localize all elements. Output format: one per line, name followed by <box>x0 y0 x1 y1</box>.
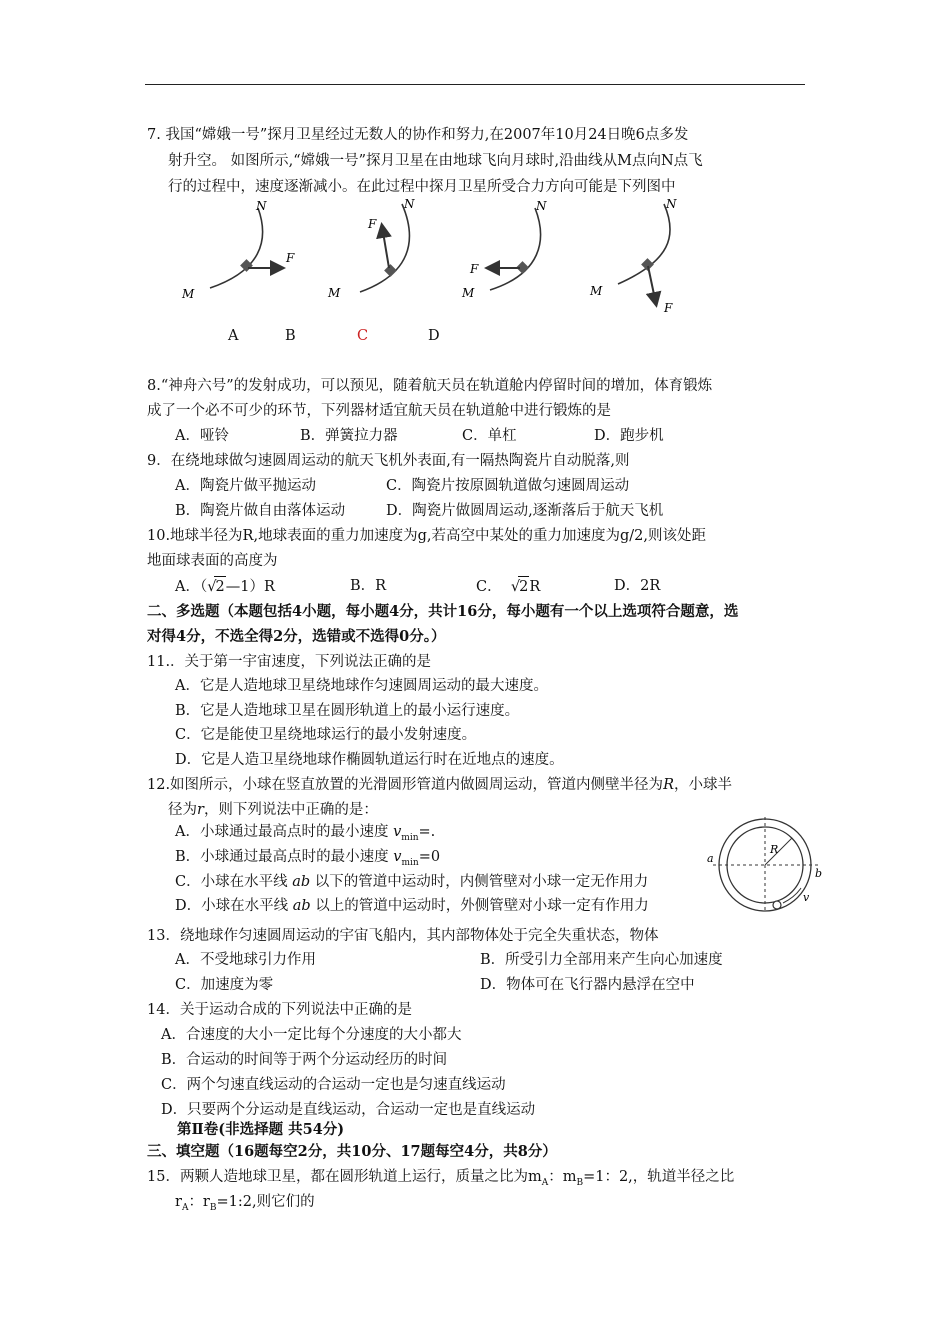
q8-line-1: 8.“神舟六号”的发射成功，可以预见，随着航天员在轨道舱内停留时间的增加，体育锻炼 <box>147 378 713 394</box>
q10-a-prefix: A．（ <box>175 579 208 595</box>
section-3-heading: 三、填空题（16题每空2分，共10分、17题每空4分，共8分） <box>147 1143 557 1160</box>
q12-symbol-r-small: r <box>197 802 204 818</box>
sqrt-icon: √ <box>207 579 217 595</box>
q10-option-b[interactable]: B．R <box>350 578 387 594</box>
q12-b-sub: min <box>401 857 419 868</box>
q13-option-a[interactable]: A．不受地球引力作用 <box>175 952 316 968</box>
q11-option-d[interactable]: D．它是人造卫星绕地球作椭圆轨道运行时在近地点的速度。 <box>175 752 564 768</box>
q12-a-tail: =. <box>418 824 436 840</box>
q14-option-d[interactable]: D．只要两个分运动是直线运动，合运动一定也是直线运动 <box>161 1102 536 1118</box>
q7-option-c[interactable]: C <box>357 328 369 344</box>
q8-option-b[interactable]: B．弹簧拉力器 <box>300 428 398 444</box>
q15-line-1 <box>147 1167 734 1193</box>
fig-a-label-n: N <box>256 199 267 213</box>
q14-line-1: 14．关于运动合成的下列说法中正确的是 <box>147 1002 412 1018</box>
fig-a-label-m: M <box>182 287 195 301</box>
fig-b-label-m: M <box>328 286 341 300</box>
fig-b-label-f: F <box>368 217 377 231</box>
q9-option-b[interactable]: B．陶瓷片做自由落体运动 <box>175 503 346 519</box>
fig-c-label-m: M <box>462 286 475 300</box>
q10-option-c[interactable] <box>476 576 540 597</box>
fig-b-label-n: N <box>404 197 415 211</box>
fig-d-label-m: M <box>590 284 603 298</box>
q15-l1-sub-b: B <box>576 1177 584 1188</box>
q13-line-1: 13．绕地球作匀速圆周运动的宇宙飞船内，其内部物体处于完全失重状态，物体 <box>147 928 659 944</box>
q10-option-d[interactable]: D．2R <box>614 578 661 594</box>
q12-circular-tube-figure <box>705 815 830 915</box>
q12-line-2-text: 径为 <box>168 802 197 818</box>
figure-d <box>589 197 677 315</box>
q12-a-sub: min <box>401 832 419 843</box>
fig-d-label-n: N <box>666 197 677 211</box>
q12-fig-label-r: R <box>770 843 779 856</box>
q12-fig-label-b: b <box>815 867 823 880</box>
fig-a-label-f: F <box>286 251 295 265</box>
q14-option-b[interactable]: B．合运动的时间等于两个分运动经历的时间 <box>161 1052 448 1068</box>
part-2-heading: 第Ⅱ卷(非选择题 共54分) <box>177 1121 345 1138</box>
q13-option-b[interactable]: B．所受引力全部用来产生向心加速度 <box>480 952 723 968</box>
q9-option-a[interactable]: A．陶瓷片做平抛运动 <box>175 478 316 494</box>
q12-line-1 <box>147 775 732 795</box>
q15-l1-sub-a: A <box>541 1177 549 1188</box>
figure-c <box>461 199 547 300</box>
q12-option-c[interactable] <box>175 872 648 892</box>
q7-line-3: 行的过程中，速度逐渐减小。在此过程中探月卫星所受合力方向可能是下列图中 <box>168 179 676 195</box>
q12-b-tail: =0 <box>418 849 441 865</box>
q8-line-2: 成了一个必不可少的环节，下列器材适宜航天员在轨道舱中进行锻炼的是 <box>147 403 611 419</box>
q13-option-d[interactable]: D．物体可在飞行器内悬浮在空中 <box>480 977 695 993</box>
q12-line-1-tail: ，小球半 <box>673 777 732 793</box>
q12-option-d[interactable] <box>175 896 649 916</box>
q7-option-d[interactable]: D <box>428 328 440 344</box>
q12-b-text: B．小球通过最高点时的最小速度 <box>175 849 394 865</box>
q10-c-prefix: C． <box>476 579 502 595</box>
q7-figures <box>170 196 730 321</box>
section-2-heading-line-1: 二、多选题（本题包括4小题，每小题4分，共计16分，每小题有一个以上选项符合题意，选 <box>147 603 739 620</box>
q11-option-a[interactable]: A．它是人造地球卫星绕地球作匀速圆周运动的最大速度。 <box>175 678 548 694</box>
q13-option-c[interactable]: C．加速度为零 <box>175 977 274 993</box>
q12-a-v: v <box>393 824 402 840</box>
q12-a-text: A．小球通过最高点时的最小速度 <box>175 824 394 840</box>
q15-line-2 <box>175 1192 315 1218</box>
q8-option-a[interactable]: A．哑铃 <box>175 428 229 444</box>
q15-l2-pre: r <box>175 1194 182 1210</box>
header-rule <box>145 84 805 85</box>
q10-line-1: 10.地球半径为R,地球表面的重力加速度为g,若高空中某处的重力加速度为g/2,则该处距 <box>147 528 706 544</box>
q12-c-ab: ab <box>292 874 311 890</box>
q12-line-1-text: 12.如图所示，小球在竖直放置的光滑圆形管道内做圆周运动，管道内侧壁半径为 <box>147 777 664 793</box>
q9-option-c[interactable]: C．陶瓷片按原圆轨道做匀速圆周运动 <box>386 478 630 494</box>
q14-option-a[interactable]: A．合速度的大小一定比每个分速度的大小都大 <box>161 1027 462 1043</box>
q7-option-a[interactable]: A <box>228 328 239 344</box>
q14-option-c[interactable]: C．两个匀速直线运动的合运动一定也是匀速直线运动 <box>161 1077 506 1093</box>
q15-l2-sub-a: A <box>181 1202 189 1213</box>
q12-b-v: v <box>393 849 402 865</box>
q12-line-2-tail: ，则下列说法中正确的是： <box>203 802 378 818</box>
q12-symbol-r-big: R <box>663 777 674 793</box>
q12-option-a[interactable] <box>175 822 435 848</box>
q12-d-suffix: 以上的管道中运动时，外侧管壁对小球一定有作用力 <box>310 898 649 914</box>
q7-line-1: 7. 我国“嫦娥一号”探月卫星经过无数人的协作和努力,在2007年10月24日晚6点多发 <box>147 127 689 143</box>
section-2-heading-line-2: 对得4分，不选全得2分，选错或不选得0分。） <box>147 628 446 645</box>
q10-c-suffix: R <box>529 579 541 595</box>
q12-fig-label-a: a <box>707 852 714 865</box>
q15-l1-mid: ：m <box>548 1169 577 1185</box>
q9-line-1: 9．在绕地球做匀速圆周运动的航天飞机外表面,有一隔热陶瓷片自动脱落,则 <box>147 453 630 469</box>
figure-b <box>327 197 415 300</box>
q15-l1-post: =1：2,，轨道半径之比 <box>583 1169 735 1185</box>
q12-d-prefix: D．小球在水平线 <box>175 898 293 914</box>
q12-option-b[interactable] <box>175 847 440 873</box>
q12-d-ab: ab <box>292 898 311 914</box>
q11-option-c[interactable]: C．它是能使卫星绕地球运行的最小发射速度。 <box>175 727 477 743</box>
q10-c-radicand: 2 <box>518 576 529 597</box>
figure-a <box>181 199 295 301</box>
q10-a-radicand: 2 <box>214 576 225 597</box>
fig-d-label-f: F <box>664 301 673 315</box>
q12-c-suffix: 以下的管道中运动时，内侧管壁对小球一定无作用力 <box>310 874 649 890</box>
fig-c-label-n: N <box>536 199 547 213</box>
q8-option-c[interactable]: C．单杠 <box>462 428 517 444</box>
fig-c-label-f: F <box>470 262 479 276</box>
q15-l1-pre: 15．两颗人造地球卫星，都在圆形轨道上运行，质量之比为m <box>147 1169 542 1185</box>
q10-a-suffix: —1）R <box>225 579 275 595</box>
q11-option-b[interactable]: B．它是人造地球卫星在圆形轨道上的最小运行速度。 <box>175 703 520 719</box>
q10-option-a[interactable] <box>175 576 275 597</box>
q7-option-b[interactable]: B <box>285 328 296 344</box>
q7-line-2: 射升空。 如图所示,“嫦娥一号”探月卫星在由地球飞向月球时,沿曲线从M点向N点飞 <box>168 153 703 169</box>
q8-option-d[interactable]: D．跑步机 <box>594 428 664 444</box>
q12-c-prefix: C．小球在水平线 <box>175 874 293 890</box>
q12-fig-label-v: v <box>803 891 810 904</box>
q15-l2-mid: ：r <box>188 1194 210 1210</box>
q9-option-d[interactable]: D．陶瓷片做圆周运动,逐渐落后于航天飞机 <box>386 503 664 519</box>
q12-line-2 <box>168 800 378 820</box>
q10-line-2: 地面球表面的高度为 <box>147 553 278 569</box>
q15-l2-post: =1:2,则它们的 <box>216 1194 315 1210</box>
q11-line-1: 11.．关于第一宇宙速度，下列说法正确的是 <box>147 654 432 670</box>
q15-l2-sub-b: B <box>209 1202 217 1213</box>
sqrt-icon: √ <box>510 579 521 595</box>
